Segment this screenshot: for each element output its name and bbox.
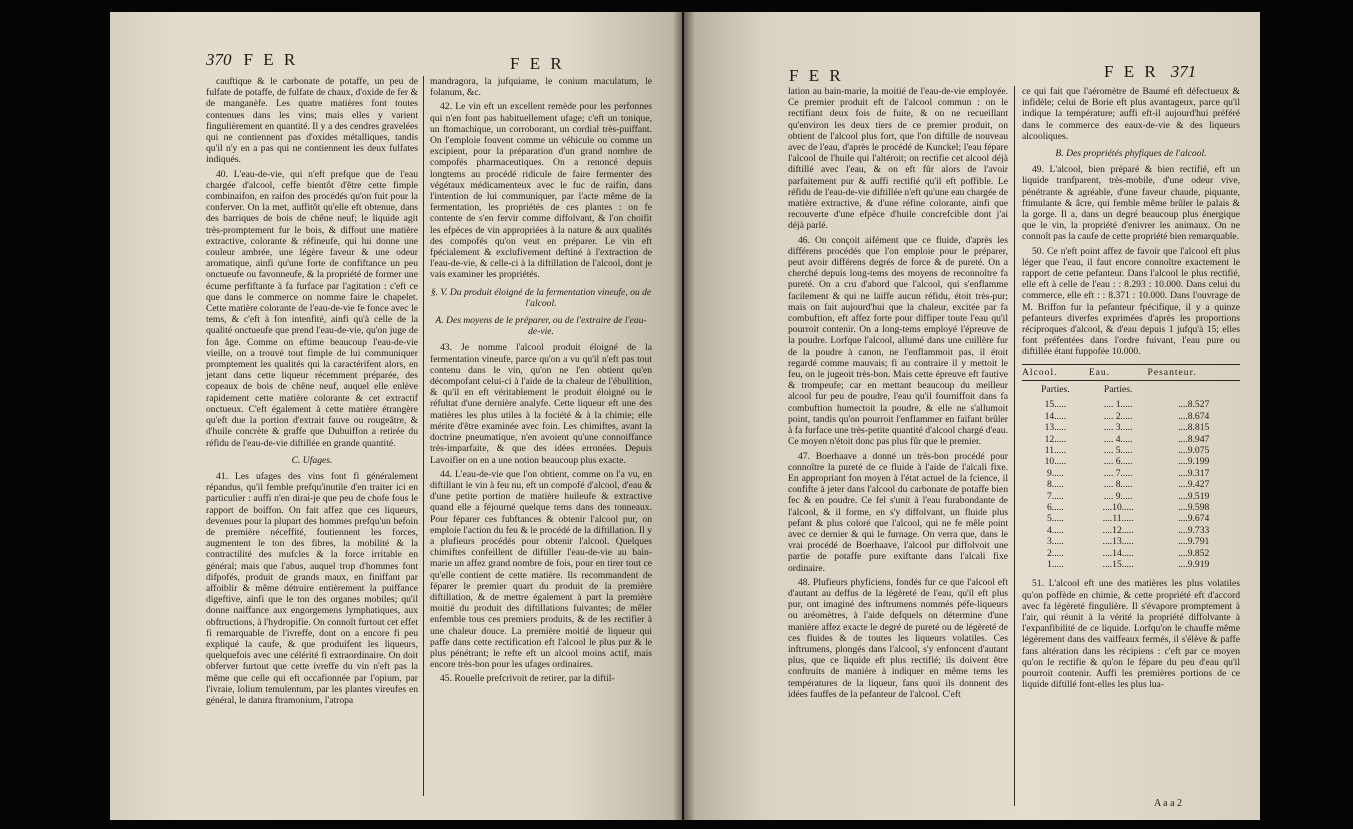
- table-cell: 3.....: [1047, 536, 1064, 548]
- table-cell: ....8.947: [1178, 433, 1210, 445]
- open-book: [110, 12, 1260, 820]
- table-row: [1022, 479, 1240, 490]
- table-cell: 9.....: [1047, 467, 1064, 479]
- table-cell: ....9.598: [1178, 501, 1210, 513]
- table-subheader: [1147, 380, 1240, 399]
- paragraph: mandragora, la jufquiame, le conium maculatum, le folanum, &c.: [430, 76, 652, 99]
- table-row: [1022, 445, 1240, 456]
- section-heading: B. Des propriétés phyfiques de l'alcool.: [1055, 148, 1207, 160]
- paragraph: lation au bain-marie, la moitié de l'eau-de-vie employée. Ce premier produit eft de l'alcool commun : on le rectifiant deux fois de fuite, & on ne recueillant qu'environ les deux tiers de ce premier produit, on obtient de l'alcool plus fort, que l'on diftille de nouveau avec de l'eau, d'après le procédé de Kunckel; l'eau fépare l'alcool de l'huile qui l'altéroit; on rectifie cet alcool déjà diftillé avec l'eau, & on eft fûr alors de l'avoir parfaitement pur & auffi rectifié qu'il eft poffible. Le réfidu de l'eau-de-vie diftillée n'eft qu'une eau chargée de matière extractive, & d'une réfine colorante, ainfi que recouverte d'une efpèce d'huile concrefcible dont j'ai déjà parlé.: [788, 86, 1008, 232]
- table-cell: ....11.....: [1102, 513, 1134, 525]
- table-row: [1022, 422, 1240, 433]
- table-row: [1022, 548, 1240, 559]
- table-row: [1022, 491, 1240, 502]
- table-header-alcool: Alcool.: [1022, 364, 1089, 380]
- paragraph: 42. Le vin eft un excellent remède pour les perfonnes qui n'en font pas habituellement ufage; c'eft un tonique, un ftomachique, un corroborant, un cordial très-puiffant. On l'emploie fouvent comme un véhicule ou comme un excipient, pour la préparation d'un grand nombre de compofés pharmaceutiques. On a renoncé depuis longtems au procédé ridicule de faire fermenter des végétaux médicamenteux avec le fuc de raifin, dans l'intention de lui communiquer, par l'acte même de la fermentation, les propriétés de ces plantes : on fe contente de s'en fervir comme diffolvant, & l'on choifit les efpèces de vin appropriées à la nature & aux qualités des compofés qu'on veut en préparer. Le vin eft fpécialement & exclufivement deftiné à l'extraction de l'eau-de-vie, & celle-ci à la diftillation de l'alcool, dont je vais examiner les propriétés.: [430, 101, 652, 281]
- table-header-pesanteur: Pesanteur.: [1147, 364, 1240, 380]
- right-page-header-left: [789, 66, 844, 86]
- table-row: [1022, 513, 1240, 524]
- section-heading: C. Ufages.: [291, 454, 333, 466]
- table-row: [1022, 502, 1240, 513]
- table-cell: .... 3.....: [1103, 422, 1133, 434]
- table-cell: .... 4.....: [1103, 433, 1133, 445]
- running-head: F E R: [789, 66, 844, 85]
- paragraph: 46. On conçoit aifément que ce fluide, d'après les différens procédés que l'on emploie pour le préparer, peut avoir différens degrés de force & de pureté. On a cherché depuis long-tems des moyens de reconnoître fa pureté. On a cru d'abord que l'alcool, qui s'enflamme facilement & qui ne laiffe aucun réfidu, étoit très-pur; mais on fait aujourd'hui que la chaleur, excitée par fa combuftion, eft affez forte pour diffiper toute l'eau qu'il pourroit contenir. On a long-tems employé l'épreuve de la poudre. Lorfque l'alcool, allumé dans une cuillère fur de la poudre à canon, ne l'enflammoit pas, il étoit regardé comme mauvais; fi au contraire il y mettoit le feu, on le jugeoit très-bon. Mais cette épreuve eft fautive & trompeufe; car en mettant beaucoup du meilleur alcool fur peu de poudre, l'eau qu'il fourniffoit dans fa combuftion humectoit la poudre, & elle ne s'allumoit point, tandis qu'on pourroit l'enflammer en faifant brûler à fa furface une très-petite quantité d'alcool chargé d'eau. Ce moyen n'étoit donc pas plus fûr que le premier.: [788, 234, 1008, 448]
- right-page: [684, 12, 1260, 820]
- column-rule: [1014, 86, 1015, 806]
- paragraph: 47. Boerhaave a donné un très-bon procédé pour connoître la pureté de ce fluide à l'aide de l'alcali fixe. En appropriant fon moyen à l'état actuel de la fcience, il confifte à jeter dans l'alcool du carbonate de potaffe bien fec & en poudre. Ce fel s'unit à l'eau furabondante de l'alcool, & il forme, en s'y diffolvant, un fluide plus pefant & plus coloré que l'alcool, qui ne fe mêle point avec ce dernier & qui le furnage. On verra que, dans le vrai procédé de Boerhaave, l'alcool pur diffolvoit une partie de potaffe pure exiftante dans l'alcali fixe ordinaire.: [788, 450, 1008, 574]
- paragraph: 51. L'alcool eft une des matières les plus volatiles qu'on poffède en chimie, & cette propriété eft d'accord avec fa légèreté fingulière. Il s'évapore promptement à l'air, qui réunit à la vérité la propriété diffolvante à l'expanfibilité de ce liquide. Lorfqu'on le chauffe même légèrement dans des vaiffeaux fermés, il s'élève & paffe fans altération dans les récipiens : c'eft par ce moyen qu'on le rectifie & qu'on le fépare du peu d'eau qu'il pourroit contenir. Auffi les premières portions de ce liquide diftillé font-elles les plus lua-: [1022, 578, 1240, 691]
- right-page-header: [1104, 62, 1196, 82]
- book-gutter: [673, 12, 695, 820]
- page-number: 370: [206, 50, 232, 69]
- left-column-1: [206, 76, 418, 709]
- table-row: [1022, 411, 1240, 422]
- table-cell: ....9.919: [1178, 558, 1210, 570]
- table-cell: ....8.674: [1178, 410, 1210, 422]
- paragraph: ce qui fait que l'aéromètre de Baumé eft défectueux & infidèle; celui de Borie eft plus avantageux, parce qu'il indique la température; auffi eft-il aujourd'hui préféré dans le commerce des eaux-de-vie & des liqueurs alcooliques.: [1022, 86, 1240, 142]
- left-page-header: [206, 50, 298, 70]
- table-cell: .... 1.....: [1103, 399, 1133, 411]
- table-cell: ....9.791: [1178, 536, 1210, 548]
- table-row: [1022, 468, 1240, 479]
- table-row: [1022, 456, 1240, 467]
- table-cell: .... 5.....: [1103, 444, 1133, 456]
- signature-mark: A a a 2: [1154, 798, 1183, 809]
- table-cell: 7.....: [1047, 490, 1064, 502]
- paragraph: 48. Plufieurs phyficiens, fondés fur ce que l'alcool eft d'autant au deffus de la légèreté de l'eau, qu'il eft plus pur, ont imaginé des inftrumens nommés péfe-liqueurs ou aréomètres, à l'aide defquels on détermine d'une manière affez exacte le degré de pureté ou de légèreté de ces fluides & de toutes les liqueurs volatiles. Ces inftrumens, plongés dans l'alcool, s'y enfoncent d'autant plus, que ce liquide eft plus rectifié; ils doivent être conftruits de manière à indiquer en même tems les températures de la liqueur, fans quoi ils donnent des idées fauffes de la pefanteur de l'alcool. C'eft: [788, 576, 1008, 700]
- table-cell: 12.....: [1044, 433, 1067, 445]
- table-header-eau: Eau.: [1089, 364, 1148, 380]
- table-cell: 4.....: [1047, 524, 1064, 536]
- table-cell: 1.....: [1047, 558, 1064, 570]
- running-head: F E R: [510, 54, 565, 73]
- paragraph: cauftique & le carbonate de potaffe, un peu de fulfate de potaffe, de fulfate de chaux, d'oxide de fer & de manganèfe. Les quatre matières font toutes contenues dans les vins; mais elles y varient fingulièrement en quantité. Il y a des cendres gravelées qui ne contiennent pas d'oxides métalliques, tandis qu'il n'y en a pas qui ne contiennent les deux fulfates indiqués.: [206, 76, 418, 166]
- table-cell: 11.....: [1044, 444, 1067, 456]
- right-column-1: [788, 86, 1008, 703]
- table-cell: .... 7.....: [1103, 467, 1133, 479]
- table-row: [1022, 525, 1240, 536]
- table-cell: 10.....: [1044, 456, 1067, 468]
- table-cell: 15.....: [1044, 399, 1067, 411]
- table-cell: ....15.....: [1102, 558, 1134, 570]
- table-cell: 8.....: [1047, 479, 1064, 491]
- table-row: [1022, 399, 1240, 410]
- table-row: [1022, 434, 1240, 445]
- table-row: [1022, 536, 1240, 547]
- table-cell: ....13.....: [1102, 536, 1134, 548]
- specific-gravity-table: [1022, 364, 1240, 571]
- left-page: [110, 12, 682, 820]
- section-heading: §. V. Du produit éloigné de la fermentation vineufe, ou de l'alcool.: [430, 286, 652, 309]
- table-cell: ....9.317: [1178, 467, 1210, 479]
- table-cell: .... 2.....: [1103, 410, 1133, 422]
- table-cell: ....10.....: [1102, 501, 1134, 513]
- table-cell: .... 8.....: [1103, 479, 1133, 491]
- table-cell: ....8.815: [1178, 422, 1210, 434]
- paragraph: 40. L'eau-de-vie, qui n'eft prefque que de l'eau chargée d'alcool, ceffe bientôt d'être cette fimple combinaifon, en raifon des procédés qu'on fuit pour la conferver. On la met, auffitôt qu'elle eft obtenue, dans des barriques de bois de chêne neuf; le liquide agit très-promptement fur le bois, & diffout une matière extractive, colorante & réfineufe, qui lui donne une couleur ambrée, une légère faveur & une odeur aromatique, ainfi qu'une forte de confiftance un peu onctueufe ou favonneufe, & la propriété de former une écume perfiftante à fa furface par l'agitation : c'eft ce que dans le commerce on nomme faire le chapelet. Cette matière colorante de l'eau-de-vie fe fonce avec le tems, & c'eft à fon intenfité, ainfi qu'à celle de la qualité onctueufe que prend l'eau-de-vie, qu'on juge de fon âge. Comme on eftime beaucoup l'eau-de-vie vieille, on a trouvé tout fimple de lui communiquer promptement les qualités qui la caractérifent alors, en jetant dans cette liqueur récemment préparée, des copeaux de bois de chêne neuf, auquel elle enlève rapidement cette matière colorante & cet extractif onctueux. C'eft également à cette matière étrangère qu'eft due la portion d'extrait fauve ou rougeâtre, & d'huile concrète & graffe que Dubuiffon a retirée du réfidu de l'eau-de-vie diftillée en grande quantité.: [206, 168, 418, 449]
- left-page-header-right: [510, 54, 565, 74]
- table-subheader: Parties.: [1103, 383, 1133, 395]
- paragraph: 50. Ce n'eft point affez de favoir que l'alcool eft plus léger que l'eau, il faut encore connoître exactement le rapport de cette pefanteur. Dans l'alcool le plus rectifié, elle eft à celle de l'eau : : 8.293 : 10.000. Dans celui du commerce, elle eft : : 8.371 : 10.000. Dans l'ouvrage de M. Briffon fur la pefanteur fpécifique, il y a quinze pefanteurs diverfes exprimées d'après les proportions réciproques d'alcool, & d'eau depuis 1 jufqu'à 15; elles font préfentées dans l'ordre fuivant, l'eau pure ou diftillée étant fuppofée 10.000.: [1022, 245, 1240, 358]
- table-cell: 5.....: [1047, 513, 1064, 525]
- table-cell: .... 6.....: [1103, 456, 1133, 468]
- table-row: [1022, 559, 1240, 570]
- paragraph: 44. L'eau-de-vie que l'on obtient, comme on l'a vu, en diftillant le vin à feu nu, eft un compofé d'alcool, d'eau & d'une petite portion de matière huileufe & extractive quand elle a féjourné quelque tems dans des tonneaux. Pour féparer ces fubftances & obtenir l'alcool pur, on emploie l'action du feu & le procédé de la diftillation. Il y a plufieurs procédés pour obtenir l'alcool. Quelques chimiftes confeillent de diftiller l'eau-de-vie au bain-marie un affez grand nombre de fois, pour en tirer tout ce qu'elle contient de cette matière. Ils recommandent de féparer le premier quart du produit de la première diftillation, & de mettre également à part la première moitié du produit des diftillations fuivantes; de mêler enfemble tous ces premiers produits, & de les rectifier à une chaleur douce. La première moitié de liqueur qui paffe dans cette rectification eft l'alcool le plus pur & le plus pénétrant; le refte eft un alcool moins actif, mais encore très-bon pour les ufages ordinaires.: [430, 468, 652, 671]
- table-cell: ....9.852: [1178, 547, 1210, 559]
- paragraph: 45. Rouelle prefcrivoit de retirer, par la diftil-: [440, 673, 615, 685]
- column-rule: [423, 76, 424, 796]
- table-cell: ....9.733: [1178, 524, 1210, 536]
- table-cell: 13.....: [1044, 422, 1067, 434]
- left-column-2: [430, 76, 652, 688]
- section-heading: A. Des moyens de le préparer, ou de l'extraire de l'eau-de-vie.: [435, 315, 647, 338]
- running-head: F E R: [1104, 62, 1159, 81]
- table-subheader: Parties.: [1041, 383, 1070, 395]
- table-cell: 6.....: [1047, 501, 1064, 513]
- table-cell: ....14.....: [1102, 547, 1134, 559]
- table-cell: ....9.199: [1178, 456, 1210, 468]
- table-cell: 2.....: [1047, 547, 1064, 559]
- right-column-2: [1022, 86, 1240, 693]
- table-cell: ....9.075: [1178, 444, 1210, 456]
- table-cell: ....9.519: [1178, 490, 1210, 502]
- table-cell: ....12.....: [1102, 524, 1134, 536]
- paragraph: 49. L'alcool, bien préparé & bien rectifié, eft un liquide tranfparent, très-mobile, d'une odeur vive, pénétrante & agréable, d'une faveur chaude, piquante, ftimulante & âcre, qui femble même brûler le palais & la gorge. Il a, dans un degré beaucoup plus énergique que le vin, la propriété d'enivrer les animaux. On ne connoît pas la caufe de cette propriété bien remarquable.: [1022, 164, 1240, 243]
- table-cell: .... 9.....: [1103, 490, 1133, 502]
- paragraph: 43. Je nomme l'alcool produit éloigné de la fermentation vineufe, parce qu'on a vu qu'il n'eft pas tout contenu dans le vin, qu'on ne l'en obtient qu'en décompofant celui-ci à l'aide de la chaleur de l'ébullition, & qu'il en eft véritablement le produit éloigné ou le réfultat d'une dernière analyfe. Cette liqueur eft une des matières les plus utiles à la fociété & à la chimie; elle mérite d'être examinée avec foin. Les chimiftes, avant la doctrine pneumatique, n'en avoient qu'une connoiffance très-imparfaite, & que des idées erronées. Depuis Lavoifier on en a une notion beaucoup plus exacte.: [430, 342, 652, 466]
- table-cell: 14.....: [1044, 410, 1067, 422]
- table-cell: ....9.427: [1178, 479, 1210, 491]
- paragraph: 41. Les ufages des vins font fi généralement répandus, qu'il femble prefqu'inutile d'en traiter ici en particulier : auffi n'en dirai-je que peu de chofe fous le rapport de boiffon. On fait affez que ces liqueurs, devenues pour la plupart des hommes prefqu'un befoin de première néceffité, foutiennent les forces, augmentent le ton des fibres, la mobilité & la contractilité des mufcles & la force irritable en général; mais que l'abus, auquel trop d'hommes font difpofés, produit de grands maux, en finiffant par affoiblir & même détruire entièrement la puiffance digeftive, ainfi que le ton des organes mobiles; qu'il donne naiffance aux engorgemens lymphatiques, aux obftructions, à l'hydropifie. On connoît furtout cet effet fi remarquable de l'ivreffe, dont on a encore fi peu expliqué la caufe, & que produifent les liqueurs, quelquefois avec une célérité fi extraordinaire. On doit obferver furtout que cette ivreffe du vin n'eft pas la même que celle qui eft occafionnée par l'opium, par l'ivraie, lolium temulentum, par les plantes vireufes en général, le datura ftramonium, l'atropa: [206, 470, 418, 706]
- running-head: F E R: [243, 50, 299, 69]
- table-cell: ....9.674: [1178, 513, 1210, 525]
- page-number: 371: [1170, 62, 1197, 81]
- table-cell: ....8.527: [1178, 399, 1210, 411]
